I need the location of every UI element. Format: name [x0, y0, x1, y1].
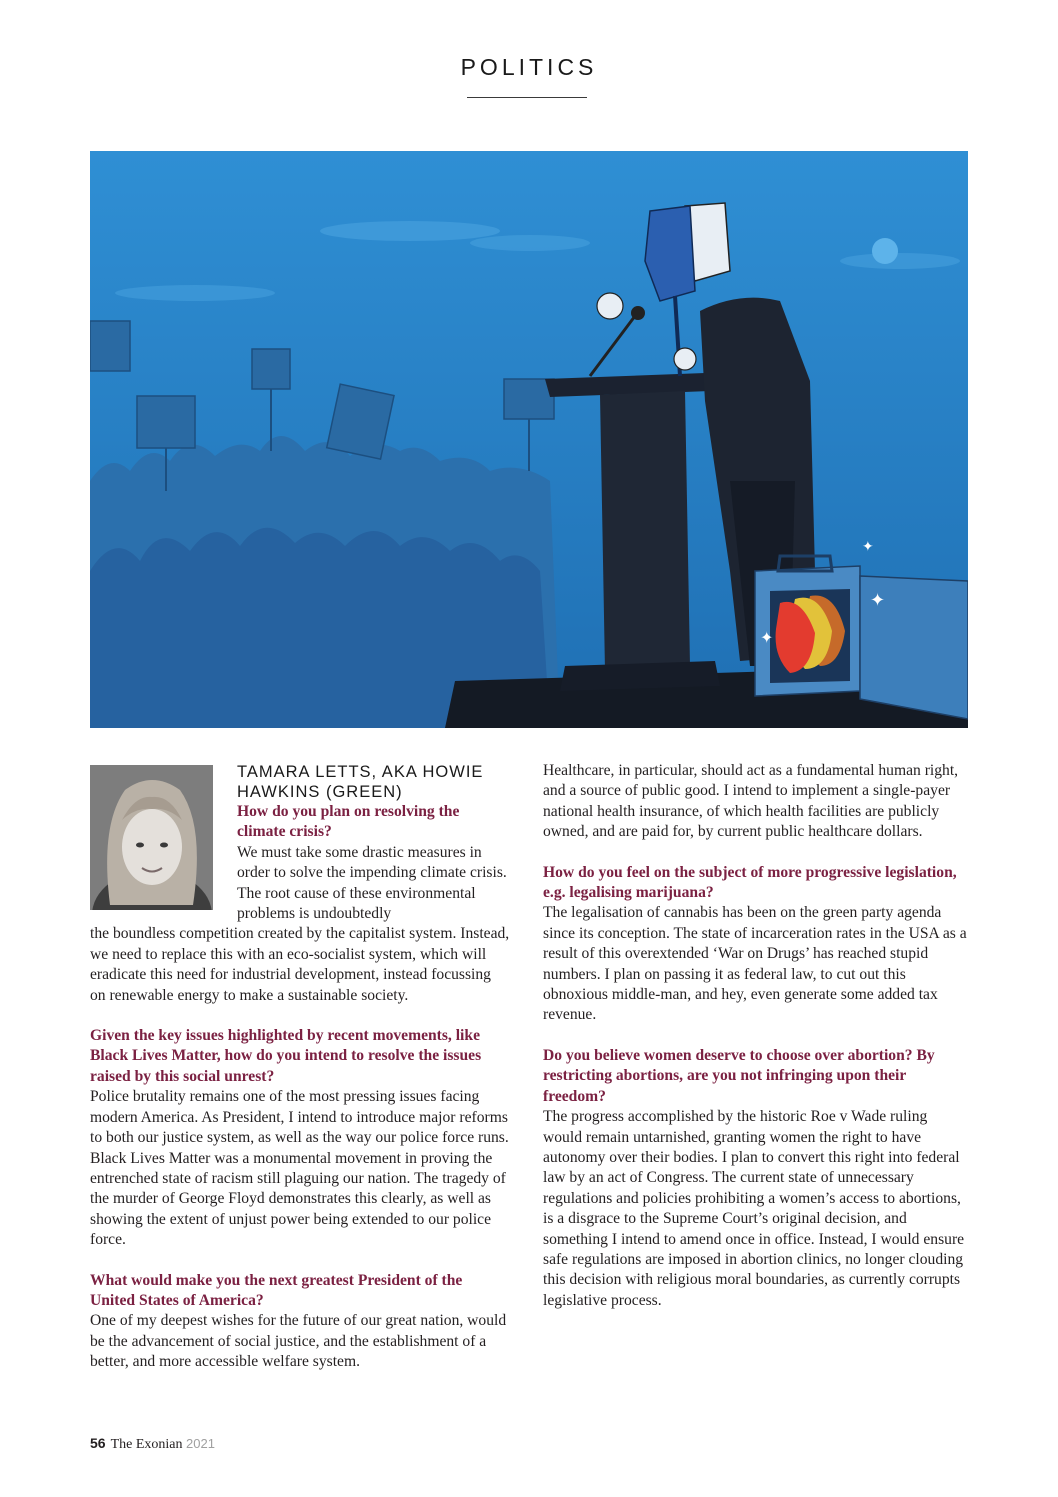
svg-text:✦: ✦ — [870, 590, 886, 611]
answer-legislation: The legalisation of cannabis has been on the green party agenda since its conception. The state of incarceration rates in the USA as a result of this overextended ‘War on Drugs’ has reached stupid numbers. I plan on passing it as federal law, to cut out this obnoxious middle-man, and hey, even generate some added tax revenue. — [543, 904, 967, 1024]
answer-climate: the boundless competition created by the capitalist system. Instead, we need to replace this with an eco-socialist system, which will eradicate this need for industrial development, instead focussing on renewable energy to make a sustainable society. — [90, 925, 510, 1004]
title-underline — [467, 97, 587, 98]
answer-climate-intro: We must take some drastic measures in order to solve the impending climate crisis. The root cause of these environmental problems is undoubtedly — [237, 843, 507, 923]
question-climate: How do you plan on resolving the climate crisis? — [237, 803, 460, 841]
svg-text:✦: ✦ — [862, 539, 874, 555]
page-number: 56 — [90, 1435, 106, 1451]
svg-text:✦: ✦ — [760, 628, 774, 647]
page-footer — [90, 1435, 215, 1453]
politician-podium-illustration — [90, 151, 968, 728]
answer-social-unrest: Police brutality remains one of the most pressing issues facing modern America. As President, I intend to introduce major reforms to both our justice system, as well as the way our police force runs. Black Lives Matter was a monumental movement in proving the entrenched state of racism still plaguing our nation. The tragedy of the murder of George Floyd demonstrates this clearly, as well as showing the extent of unjust power being extended to our police force. — [90, 1088, 509, 1249]
publication-year: 2021 — [186, 1436, 215, 1451]
question-social-unrest: Given the key issues highlighted by recent movements, like Black Lives Matter, how do you intend to resolve the issues raised by this social unrest? — [90, 1027, 482, 1085]
article-left-column — [90, 761, 510, 1373]
question-abortion: Do you believe women deserve to choose over abortion? By restricting abortions, are you not infringing upon their freedom? — [543, 1046, 935, 1105]
article-right-column — [543, 761, 969, 1311]
question-greatest-president: What would make you the next greatest President of the United States of America? — [90, 1271, 463, 1309]
candidate-name: TAMARA LETTS, AKA HOWIE HAWKINS (GREEN) — [237, 763, 484, 801]
section-title: POLITICS — [460, 54, 598, 80]
answer-greatest-president: One of my deepest wishes for the future of our great nation, would be the advancement of social justice, and the establishment of a better, and more accessible welfare system. — [90, 1312, 507, 1371]
question-legislation: How do you feel on the subject of more progressive legislation, e.g. legalising marijuana? — [543, 863, 957, 902]
answer-abortion: The progress accomplished by the historic Roe v Wade ruling would remain untarnished, granting women the right to have autonomy over their bodies. I plan to convert this right into federal law by an act of Congress. The current state of unnecessary regulations and policies prohibiting a women’s access to abortions, is a disgrace to the Supreme Court’s original decision, and something I intend to amend once in office. Instead, I would ensure safe regulations are imposed in abortion clinics, no longer clouding this decision with religious moral boundaries, as currently corrupts legislative process. — [543, 1108, 965, 1309]
answer-greatest-president-continued: Healthcare, in particular, should act as a fundamental human right, and a source of public good. I intend to implement a single-payer national health insurance, of which health facilities are publicly owned, and are paid for, by current public healthcare dollars. — [543, 762, 959, 841]
publication-name: The Exonian — [110, 1437, 183, 1452]
